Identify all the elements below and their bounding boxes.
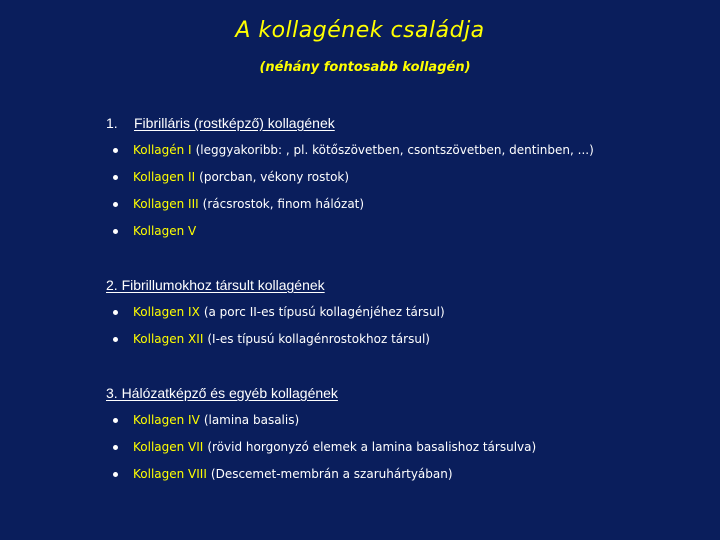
- collagen-name: Kollagen IX: [133, 305, 200, 319]
- section-heading-fibrillar: [106, 115, 335, 131]
- bullet-icon: [113, 202, 118, 207]
- page-subtitle: (néhány fontosabb kollagén): [259, 60, 471, 75]
- list-item: [113, 195, 364, 213]
- list-item: [113, 168, 349, 186]
- bullet-icon: [113, 472, 118, 477]
- list-item: [113, 438, 536, 456]
- bullet-icon: [113, 337, 118, 342]
- collagen-name: Kollagen III: [133, 197, 199, 211]
- collagen-name: Kollagén I: [133, 143, 192, 157]
- list-item: [113, 222, 200, 240]
- section-heading-text: Fibrilláris (rostképző) kollagének: [134, 115, 335, 131]
- list-item: [113, 141, 594, 159]
- section-heading-network-forming: [106, 385, 338, 401]
- collagen-name: Kollagen XII: [133, 332, 204, 346]
- list-item: [113, 303, 445, 321]
- collagen-description: (rövid horgonyzó elemek a lamina basalishoz társulva): [207, 440, 537, 454]
- section-heading-text: 2. Fibrillumokhoz társult kollagének: [106, 277, 325, 293]
- collagen-description: (a porc II-es típusú kollagénjéhez társul): [203, 305, 445, 319]
- list-item: [113, 330, 430, 348]
- bullet-icon: [113, 418, 118, 423]
- collagen-name: Kollagen II: [133, 170, 196, 184]
- collagen-description: (Descemet-membrán a szaruhártyában): [210, 467, 453, 481]
- section-heading-fibril-associated: [106, 277, 325, 293]
- bullet-icon: [113, 229, 118, 234]
- bullet-icon: [113, 310, 118, 315]
- collagen-name: Kollagen IV: [133, 413, 200, 427]
- collagen-name: Kollagen VII: [133, 440, 204, 454]
- collagen-description: (rácsrostok, finom hálózat): [202, 197, 365, 211]
- bullet-icon: [113, 148, 118, 153]
- collagen-description: (leggyakoribb: , pl. kötőszövetben, csontszövetben, dentinben, ...): [195, 143, 594, 157]
- section-number: 1.: [106, 115, 118, 131]
- bullet-icon: [113, 175, 118, 180]
- bullet-icon: [113, 445, 118, 450]
- collagen-description: (I-es típusú kollagénrostokhoz társul): [207, 332, 430, 346]
- collagen-description: (porcban, vékony rostok): [199, 170, 350, 184]
- list-item: [113, 465, 453, 483]
- collagen-name: Kollagen V: [133, 224, 197, 238]
- page-title: A kollagének családja: [235, 18, 485, 43]
- collagen-name: Kollagen VIII: [133, 467, 207, 481]
- section-heading-text: 3. Hálózatképző és egyéb kollagének: [106, 385, 338, 401]
- list-item: [113, 411, 299, 429]
- collagen-description: (lamina basalis): [203, 413, 300, 427]
